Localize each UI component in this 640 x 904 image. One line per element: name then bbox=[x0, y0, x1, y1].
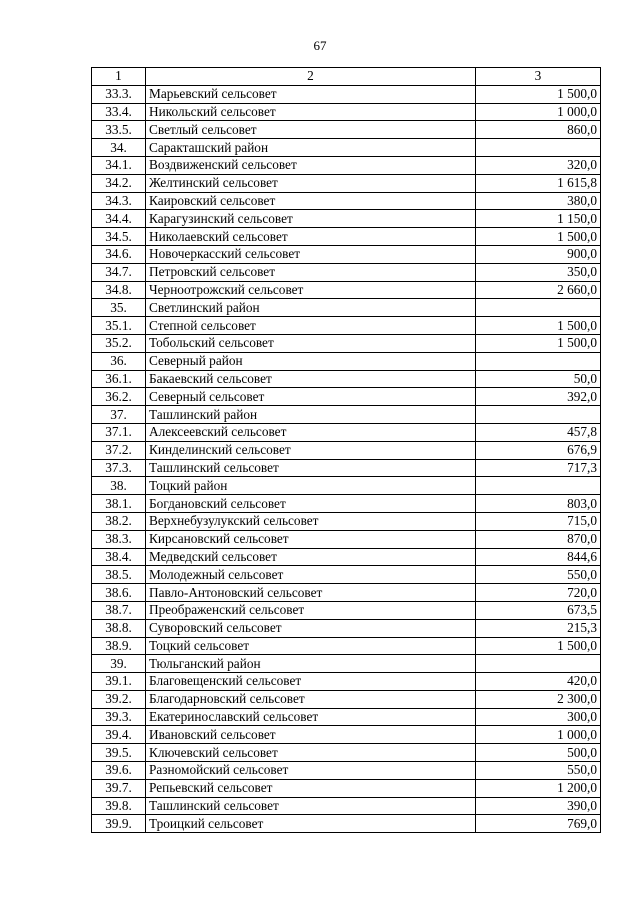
table-row bbox=[92, 245, 601, 263]
row-number: 38.2. bbox=[92, 512, 146, 530]
row-number: 33.3. bbox=[92, 85, 146, 103]
table-row bbox=[92, 459, 601, 477]
table-row bbox=[92, 779, 601, 797]
row-amount: 860,0 bbox=[476, 121, 601, 139]
table-row bbox=[92, 566, 601, 584]
row-name: Тобольский сельсовет bbox=[146, 334, 476, 352]
row-number: 39.4. bbox=[92, 726, 146, 744]
row-amount: 900,0 bbox=[476, 245, 601, 263]
table-row bbox=[92, 584, 601, 602]
row-amount: 2 660,0 bbox=[476, 281, 601, 299]
row-amount: 844,6 bbox=[476, 548, 601, 566]
row-amount bbox=[476, 655, 601, 673]
row-name: Карагузинский сельсовет bbox=[146, 210, 476, 228]
row-number: 39.9. bbox=[92, 815, 146, 833]
table-row bbox=[92, 423, 601, 441]
row-number: 34.4. bbox=[92, 210, 146, 228]
table-row bbox=[92, 103, 601, 121]
row-name: Бакаевский сельсовет bbox=[146, 370, 476, 388]
row-amount: 1 500,0 bbox=[476, 317, 601, 335]
row-number: 38.9. bbox=[92, 637, 146, 655]
row-amount: 1 500,0 bbox=[476, 228, 601, 246]
row-name: Марьевский сельсовет bbox=[146, 85, 476, 103]
table-row bbox=[92, 797, 601, 815]
row-number: 34.6. bbox=[92, 245, 146, 263]
row-amount: 50,0 bbox=[476, 370, 601, 388]
row-number: 35.1. bbox=[92, 317, 146, 335]
row-name: Новочеркасский сельсовет bbox=[146, 245, 476, 263]
table-row bbox=[92, 263, 601, 281]
table-row bbox=[92, 192, 601, 210]
row-amount bbox=[476, 139, 601, 157]
row-name: Преображенский сельсовет bbox=[146, 601, 476, 619]
table-row bbox=[92, 299, 601, 317]
table-row bbox=[92, 174, 601, 192]
row-amount: 720,0 bbox=[476, 584, 601, 602]
row-number: 36. bbox=[92, 352, 146, 370]
row-amount: 1 000,0 bbox=[476, 103, 601, 121]
row-number: 39. bbox=[92, 655, 146, 673]
table-row bbox=[92, 619, 601, 637]
table-row bbox=[92, 601, 601, 619]
row-amount: 676,9 bbox=[476, 441, 601, 459]
row-name: Медведский сельсовет bbox=[146, 548, 476, 566]
table-header-row bbox=[92, 68, 601, 86]
row-amount: 1 500,0 bbox=[476, 637, 601, 655]
row-number: 37. bbox=[92, 406, 146, 424]
table-row bbox=[92, 334, 601, 352]
row-number: 39.3. bbox=[92, 708, 146, 726]
row-amount: 717,3 bbox=[476, 459, 601, 477]
row-name: Кинделинский сельсовет bbox=[146, 441, 476, 459]
table-row bbox=[92, 690, 601, 708]
row-name: Воздвиженский сельсовет bbox=[146, 156, 476, 174]
row-amount: 350,0 bbox=[476, 263, 601, 281]
row-amount bbox=[476, 352, 601, 370]
row-number: 36.1. bbox=[92, 370, 146, 388]
row-number: 39.2. bbox=[92, 690, 146, 708]
row-number: 39.1. bbox=[92, 673, 146, 691]
row-amount: 320,0 bbox=[476, 156, 601, 174]
row-amount: 1 150,0 bbox=[476, 210, 601, 228]
table-row bbox=[92, 156, 601, 174]
table-row bbox=[92, 512, 601, 530]
row-name: Молодежный сельсовет bbox=[146, 566, 476, 584]
row-name: Светлинский район bbox=[146, 299, 476, 317]
table-row bbox=[92, 388, 601, 406]
row-name: Благовещенский сельсовет bbox=[146, 673, 476, 691]
row-amount: 420,0 bbox=[476, 673, 601, 691]
row-amount: 390,0 bbox=[476, 797, 601, 815]
table-row bbox=[92, 121, 601, 139]
row-amount: 673,5 bbox=[476, 601, 601, 619]
row-name: Светлый сельсовет bbox=[146, 121, 476, 139]
row-name: Кирсановский сельсовет bbox=[146, 530, 476, 548]
row-name: Желтинский сельсовет bbox=[146, 174, 476, 192]
row-name: Северный сельсовет bbox=[146, 388, 476, 406]
table-row bbox=[92, 530, 601, 548]
row-number: 35. bbox=[92, 299, 146, 317]
table-row bbox=[92, 370, 601, 388]
row-name: Ключевский сельсовет bbox=[146, 744, 476, 762]
row-name: Репьевский сельсовет bbox=[146, 779, 476, 797]
row-name: Ташлинский сельсовет bbox=[146, 459, 476, 477]
row-name: Северный район bbox=[146, 352, 476, 370]
table-row bbox=[92, 441, 601, 459]
row-number: 39.5. bbox=[92, 744, 146, 762]
row-amount bbox=[476, 299, 601, 317]
row-name: Троицкий сельсовет bbox=[146, 815, 476, 833]
table-body bbox=[92, 68, 601, 833]
row-amount: 1 500,0 bbox=[476, 85, 601, 103]
row-name: Екатеринославский сельсовет bbox=[146, 708, 476, 726]
row-number: 34. bbox=[92, 139, 146, 157]
row-number: 34.2. bbox=[92, 174, 146, 192]
header-cell-amount: 3 bbox=[476, 68, 601, 86]
row-number: 39.7. bbox=[92, 779, 146, 797]
table-row bbox=[92, 210, 601, 228]
row-amount bbox=[476, 406, 601, 424]
row-number: 38.8. bbox=[92, 619, 146, 637]
row-number: 38.4. bbox=[92, 548, 146, 566]
allocation-table bbox=[91, 67, 601, 833]
row-amount: 1 500,0 bbox=[476, 334, 601, 352]
row-amount: 1 000,0 bbox=[476, 726, 601, 744]
table-row bbox=[92, 139, 601, 157]
table-row bbox=[92, 317, 601, 335]
row-number: 37.3. bbox=[92, 459, 146, 477]
table-row bbox=[92, 406, 601, 424]
row-number: 38. bbox=[92, 477, 146, 495]
row-name: Ташлинский район bbox=[146, 406, 476, 424]
row-name: Степной сельсовет bbox=[146, 317, 476, 335]
table-row bbox=[92, 726, 601, 744]
table-row bbox=[92, 352, 601, 370]
row-name: Саракташский район bbox=[146, 139, 476, 157]
row-amount: 500,0 bbox=[476, 744, 601, 762]
table-row bbox=[92, 477, 601, 495]
row-number: 34.1. bbox=[92, 156, 146, 174]
table-row bbox=[92, 281, 601, 299]
row-amount: 300,0 bbox=[476, 708, 601, 726]
row-number: 38.1. bbox=[92, 495, 146, 513]
row-number: 36.2. bbox=[92, 388, 146, 406]
table-row bbox=[92, 673, 601, 691]
row-amount bbox=[476, 477, 601, 495]
row-amount: 715,0 bbox=[476, 512, 601, 530]
row-amount: 1 200,0 bbox=[476, 779, 601, 797]
table-row bbox=[92, 228, 601, 246]
row-amount: 457,8 bbox=[476, 423, 601, 441]
row-number: 34.3. bbox=[92, 192, 146, 210]
row-name: Алексеевский сельсовет bbox=[146, 423, 476, 441]
row-name: Тоцкий сельсовет bbox=[146, 637, 476, 655]
row-number: 33.5. bbox=[92, 121, 146, 139]
row-amount: 550,0 bbox=[476, 566, 601, 584]
row-number: 37.1. bbox=[92, 423, 146, 441]
row-name: Каировский сельсовет bbox=[146, 192, 476, 210]
table-row bbox=[92, 495, 601, 513]
row-number: 37.2. bbox=[92, 441, 146, 459]
table-row bbox=[92, 744, 601, 762]
row-amount: 392,0 bbox=[476, 388, 601, 406]
header-cell-number: 1 bbox=[92, 68, 146, 86]
row-number: 39.8. bbox=[92, 797, 146, 815]
row-number: 38.6. bbox=[92, 584, 146, 602]
row-amount: 215,3 bbox=[476, 619, 601, 637]
row-number: 34.5. bbox=[92, 228, 146, 246]
table-row bbox=[92, 815, 601, 833]
row-name: Черноотрожский сельсовет bbox=[146, 281, 476, 299]
row-name: Павло-Антоновский сельсовет bbox=[146, 584, 476, 602]
row-name: Николаевский сельсовет bbox=[146, 228, 476, 246]
row-name: Суворовский сельсовет bbox=[146, 619, 476, 637]
row-amount: 550,0 bbox=[476, 762, 601, 780]
row-number: 38.5. bbox=[92, 566, 146, 584]
table-row bbox=[92, 708, 601, 726]
row-name: Ташлинский сельсовет bbox=[146, 797, 476, 815]
row-number: 39.6. bbox=[92, 762, 146, 780]
table-row bbox=[92, 655, 601, 673]
row-amount: 803,0 bbox=[476, 495, 601, 513]
row-name: Верхнебузулукский сельсовет bbox=[146, 512, 476, 530]
row-amount: 1 615,8 bbox=[476, 174, 601, 192]
row-name: Никольский сельсовет bbox=[146, 103, 476, 121]
row-name: Разномойский сельсовет bbox=[146, 762, 476, 780]
row-amount: 2 300,0 bbox=[476, 690, 601, 708]
table-row bbox=[92, 85, 601, 103]
header-cell-name: 2 bbox=[146, 68, 476, 86]
row-amount: 870,0 bbox=[476, 530, 601, 548]
row-name: Ивановский сельсовет bbox=[146, 726, 476, 744]
row-name: Петровский сельсовет bbox=[146, 263, 476, 281]
row-amount: 769,0 bbox=[476, 815, 601, 833]
row-amount: 380,0 bbox=[476, 192, 601, 210]
row-name: Тоцкий район bbox=[146, 477, 476, 495]
table-row bbox=[92, 637, 601, 655]
page-number: 67 bbox=[313, 38, 327, 53]
table-row bbox=[92, 762, 601, 780]
row-name: Тюльганский район bbox=[146, 655, 476, 673]
row-name: Благодарновский сельсовет bbox=[146, 690, 476, 708]
row-number: 34.8. bbox=[92, 281, 146, 299]
row-number: 33.4. bbox=[92, 103, 146, 121]
row-name: Богдановский сельсовет bbox=[146, 495, 476, 513]
row-number: 35.2. bbox=[92, 334, 146, 352]
row-number: 38.3. bbox=[92, 530, 146, 548]
table-row bbox=[92, 548, 601, 566]
row-number: 38.7. bbox=[92, 601, 146, 619]
row-number: 34.7. bbox=[92, 263, 146, 281]
